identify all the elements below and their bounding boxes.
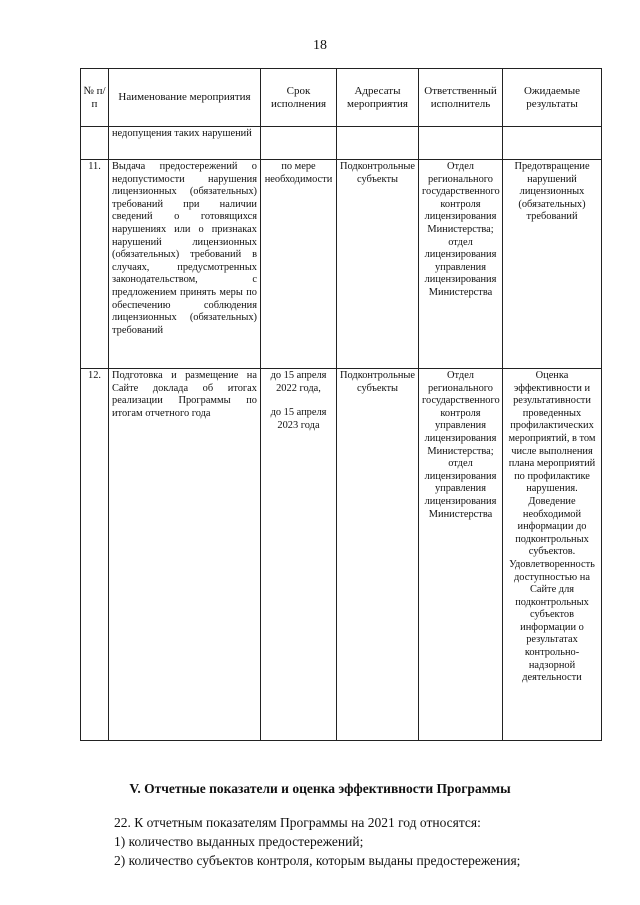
cell-num: 12. <box>81 369 109 741</box>
paragraph-22: 22. К отчетным показателям Программы на 2021 год относятся: <box>114 815 481 830</box>
cell-num <box>81 127 109 160</box>
cell-addressees <box>337 127 419 160</box>
cell-num: 11. <box>81 160 109 369</box>
list-item-1: 1) количество выданных предостережений; <box>114 834 364 849</box>
cell-term: по мере необходимости <box>261 160 337 369</box>
cell-results: Оценка эффективности и результативности проведенных профилактических мероприятий, в том числе выполнения плана мероприятий по профилактике нарушения. Доведение необходимой информации до подконтрольных субъектов. Удовлетворенность доступностью на Сайте для подконтрольных субъектов информации о результатах контрольно-надзорной деятельности <box>503 369 602 741</box>
table-row-continuation <box>81 127 602 160</box>
cell-term <box>261 127 337 160</box>
table-header-row <box>81 69 602 127</box>
cell-name: Подготовка и размещение на Сайте доклада об итогах реализации Программы по итогам отчетного года <box>109 369 261 741</box>
list-item-2: 2) количество субъектов контроля, которым выданы предостережения; <box>114 853 521 868</box>
cell-responsible: Отдел регионального государственного контроля управления лицензирования Министерства; отдел лицензирования управления лицензирования Министерства <box>419 369 503 741</box>
cell-term <box>261 369 337 741</box>
section-title: V. Отчетные показатели и оценка эффективности Программы <box>129 781 511 796</box>
header-num: № п/п <box>81 69 109 127</box>
cell-responsible <box>419 127 503 160</box>
term-2023: до 15 апреля 2023 года <box>270 407 327 431</box>
measures-table <box>80 68 602 741</box>
cell-name: недопущения таких нарушений <box>109 127 261 160</box>
cell-addressees: Подконтрольные субъекты <box>337 160 419 369</box>
table-row-11 <box>81 160 602 369</box>
term-2022: до 15 апреля 2022 года, <box>270 370 327 394</box>
cell-name: Выдача предостережений о недопустимости нарушения лицензионных (обязательных) требований при наличии сведений о готовящихся нарушениях или о признаках нарушений лицензионных (обязательных) требований в случаях, предусмотренных законодательством, с предложением принять меры по обеспечению соблюдения лицензионных (обязательных) требований <box>109 160 261 369</box>
header-results: Ожидаемые результаты <box>503 69 602 127</box>
header-responsible: Ответственный исполнитель <box>419 69 503 127</box>
cell-responsible: Отдел регионального государственного контроля лицензирования Министерства; отдел лицензирования управления лицензирования Министерства <box>419 160 503 369</box>
header-addressees: Адресаты мероприятия <box>337 69 419 127</box>
cell-addressees: Подконтрольные субъекты <box>337 369 419 741</box>
table-row-12 <box>81 369 602 741</box>
cell-results: Предотвращение нарушений лицензионных (обязательных) требований <box>503 160 602 369</box>
cell-results <box>503 127 602 160</box>
header-term: Срок исполнения <box>261 69 337 127</box>
page-number: 18 <box>313 38 327 53</box>
header-name: Наименование мероприятия <box>109 69 261 127</box>
